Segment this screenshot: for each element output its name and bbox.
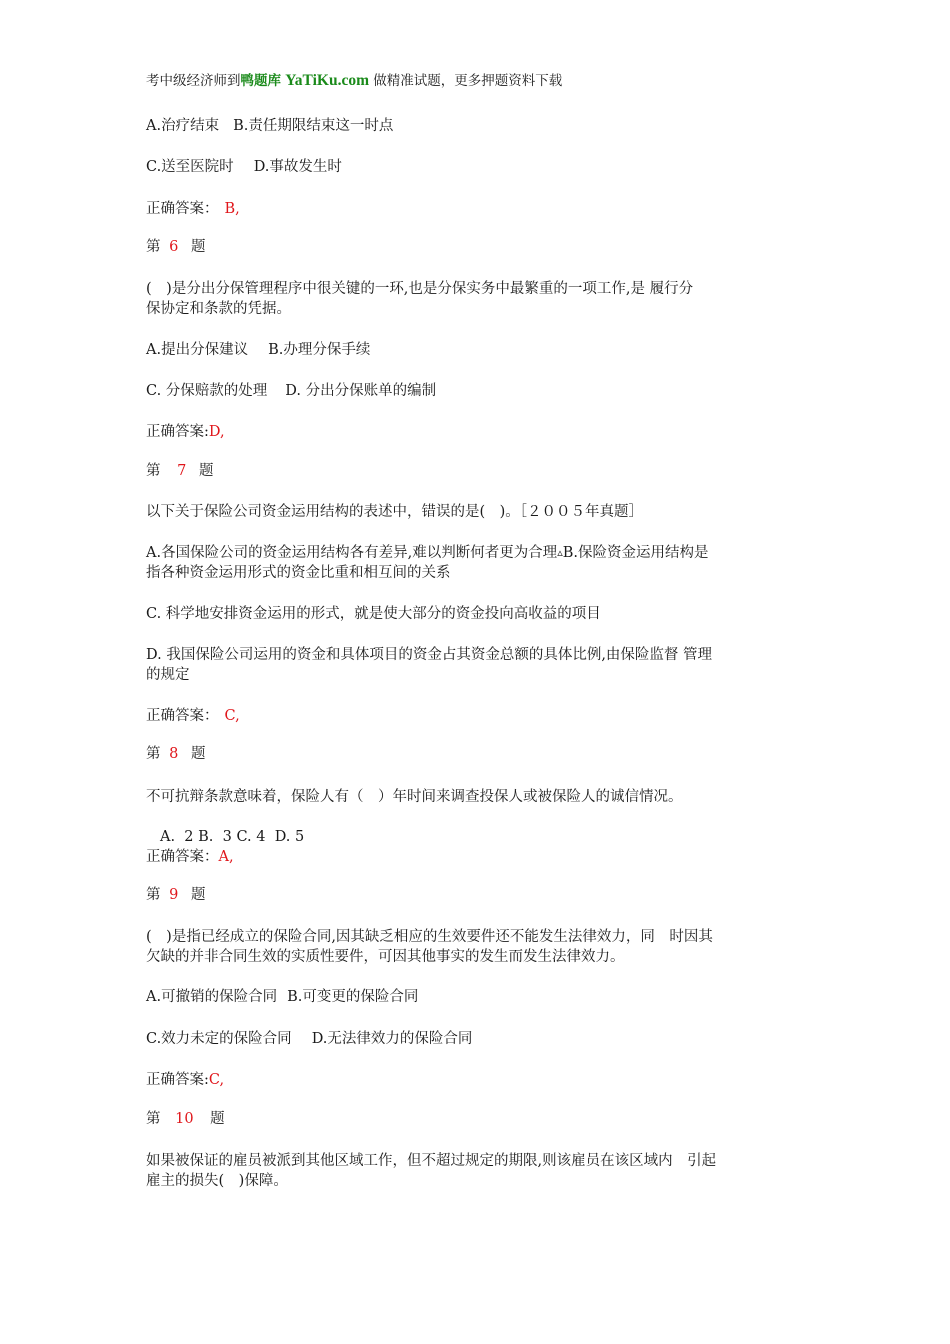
- question-label-pre: 第: [146, 239, 161, 255]
- q8-answer: [146, 847, 810, 867]
- q7-options-ab: [146, 543, 810, 583]
- answer-value: C,: [208, 1072, 225, 1088]
- question-label-post: 题: [190, 746, 206, 762]
- q6-stem-line-1: ( )是分出分保管理程序中很关键的一环,也是分保实务中最繁重的一项工作,是 履行分: [146, 281, 694, 297]
- q5-option-b: B.责任期限结束这一时点: [233, 118, 394, 134]
- q9-option-b: B.可变更的保险合同: [287, 989, 419, 1005]
- q10-stem: [146, 1151, 810, 1191]
- question-label-post: 题: [190, 239, 206, 255]
- q5-option-c: C.送至医院时: [146, 159, 234, 175]
- q7-option-b: B.保险资金运用结构是: [562, 545, 709, 561]
- question-number: 7: [177, 463, 187, 479]
- q7-answer: [146, 706, 810, 726]
- q5-options-cd: [146, 157, 810, 177]
- q6-options-ab: [146, 340, 810, 360]
- q5-option-a: A.治疗结束: [146, 118, 220, 134]
- header-suffix: 做精准试题，更多押题资料下载: [373, 73, 563, 89]
- question-label-pre: 第: [146, 887, 161, 903]
- question-number: 9: [169, 887, 179, 903]
- question-label-post: 题: [190, 887, 206, 903]
- q6-heading: [146, 237, 810, 257]
- answer-value: B,: [224, 201, 240, 217]
- q9-answer: [146, 1070, 810, 1090]
- q7-option-d: [146, 645, 810, 685]
- q9-stem-line-1: ( )是指已经成立的保险合同,因其缺乏相应的生效要件还不能发生法律效力，同 时因其: [146, 929, 713, 945]
- q7-option-d-line-1: D. 我国保险公司运用的资金和具体项目的资金占其资金总额的具体比例,由保险监督 管理: [146, 647, 713, 663]
- q10-stem-line-2: 雇主的损失( )保障。: [146, 1173, 288, 1189]
- q9-options-ab: [146, 987, 810, 1007]
- q8-stem: 不可抗辩条款意味着，保险人有（ ）年时间来调查投保人或被保险人的诚信情况。: [146, 789, 683, 805]
- q9-heading: [146, 885, 810, 905]
- q6-option-a: A.提出分保建议: [146, 342, 249, 358]
- q7-heading: [146, 461, 810, 481]
- q10-stem-line-1: 如果被保证的雇员被派到其他区域工作，但不超过规定的期限,则该雇员在该区域内 引起: [146, 1153, 717, 1169]
- brand-url: YaTiKu.com: [285, 72, 369, 89]
- question-label-post: 题: [210, 1111, 225, 1127]
- question-label-pre: 第: [146, 1111, 161, 1127]
- q8-options: A. 2 B. 3 C. 4 D. 5: [160, 829, 305, 845]
- answer-value: C,: [224, 708, 240, 724]
- q5-option-d: D.事故发生时: [253, 159, 342, 175]
- answer-label: 正确答案：: [146, 201, 219, 217]
- answer-value: D,: [208, 424, 225, 440]
- q9-stem: [146, 927, 810, 967]
- q7-option-b-continued: 指各种资金运用形式的资金比重和相互间的关系: [146, 565, 451, 581]
- question-label-pre: 第: [146, 746, 161, 762]
- q6-answer: [146, 422, 810, 442]
- q5-options-ab: [146, 116, 810, 136]
- q7-option-a: A.各国保险公司的资金运用结构各有差异,难以判断何者更为合理: [146, 545, 558, 561]
- answer-label: 正确答案：: [146, 708, 219, 724]
- q6-stem-line-2: 保协定和条款的凭据。: [146, 301, 291, 317]
- q7-option-c: C. 科学地安排资金运用的形式，就是使大部分的资金投向高收益的项目: [146, 606, 601, 622]
- brand-name: 鸭题库: [240, 73, 281, 89]
- q6-option-b: B.办理分保手续: [268, 342, 371, 358]
- page-header: [146, 72, 806, 90]
- question-number: 10: [175, 1111, 194, 1127]
- q9-stem-line-2: 欠缺的并非合同生效的实质性要件，可因其他事实的发生而发生法律效力。: [146, 949, 625, 965]
- question-number: 6: [169, 239, 179, 255]
- answer-label: 正确答案:: [146, 424, 209, 440]
- q6-stem: [146, 279, 810, 319]
- answer-label: 正确答案:: [146, 1072, 209, 1088]
- q7-stem: 以下关于保险公司资金运用结构的表述中，错误的是( )。［２００５年真题］: [146, 504, 644, 520]
- answer-label: 正确答案：: [146, 849, 219, 865]
- question-label-post: 题: [198, 463, 214, 479]
- question-number: 8: [169, 746, 179, 762]
- header-prefix: 考中级经济师到: [146, 73, 241, 89]
- q6-option-d: D. 分出分保账单的编制: [285, 383, 437, 399]
- q5-answer: [146, 199, 810, 219]
- q8-heading: [146, 744, 810, 764]
- triangle-mark-icon: ▵: [557, 546, 563, 559]
- q9-option-d: D.无法律效力的保险合同: [311, 1031, 473, 1047]
- answer-value: A,: [218, 849, 234, 865]
- q6-options-cd: [146, 381, 810, 401]
- q9-option-c: C.效力未定的保险合同: [146, 1031, 292, 1047]
- q9-options-cd: [146, 1029, 810, 1049]
- question-label-pre: 第: [146, 463, 161, 479]
- q9-option-a: A.可撤销的保险合同: [146, 989, 278, 1005]
- q10-heading: [146, 1109, 810, 1129]
- q6-option-c: C. 分保赔款的处理: [146, 383, 268, 399]
- q7-option-d-line-2: 的规定: [146, 667, 190, 683]
